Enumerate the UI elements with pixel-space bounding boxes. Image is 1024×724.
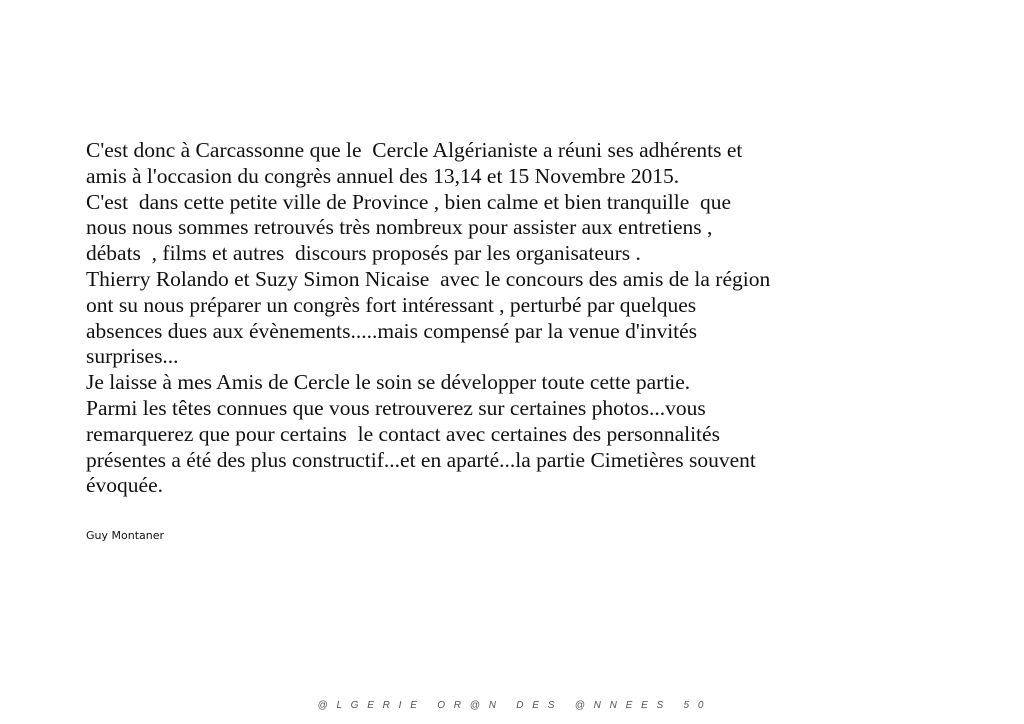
text-line: Je laisse à mes Amis de Cercle le soin se développer toute cette partie. [86, 370, 691, 395]
text-line: nous nous sommes retrouvés très nombreux pour assister aux entretiens , [86, 215, 713, 240]
page-footer: @ L G E R I E O R @ N D E S @ N N E E S 5 0 [317, 700, 707, 711]
body-text [86, 138, 986, 499]
text-line: C'est donc à Carcassonne que le Cercle Algérianiste a réuni ses adhérents et [86, 138, 743, 162]
author-signature: Guy Montaner [86, 529, 165, 542]
text-line: évoquée. [86, 473, 164, 498]
text-line: Thierry Rolando et Suzy Simon Nicaise avec le concours des amis de la région [86, 266, 771, 291]
text-line: amis à l'occasion du congrès annuel des 13,14 et 15 Novembre 2015. [86, 163, 680, 188]
text-line: ont su nous préparer un congrès fort intéressant , perturbé par quelques [86, 292, 697, 317]
text-line: Parmi les têtes connues que vous retrouverez sur certaines photos...vous [86, 395, 706, 420]
text-line: absences dues aux évènements.....mais compensé par la venue d'invités [86, 318, 698, 343]
text-line: C'est dans cette petite ville de Province , bien calme et bien tranquille que [86, 189, 732, 214]
text-line: débats , films et autres discours proposés par les organisateurs . [86, 241, 641, 266]
text-line: surprises... [86, 344, 179, 369]
text-line: présentes a été des plus constructif...et en aparté...la partie Cimetières souvent [86, 447, 756, 472]
text-line: remarquerez que pour certains le contact avec certaines des personnalités [86, 421, 720, 446]
